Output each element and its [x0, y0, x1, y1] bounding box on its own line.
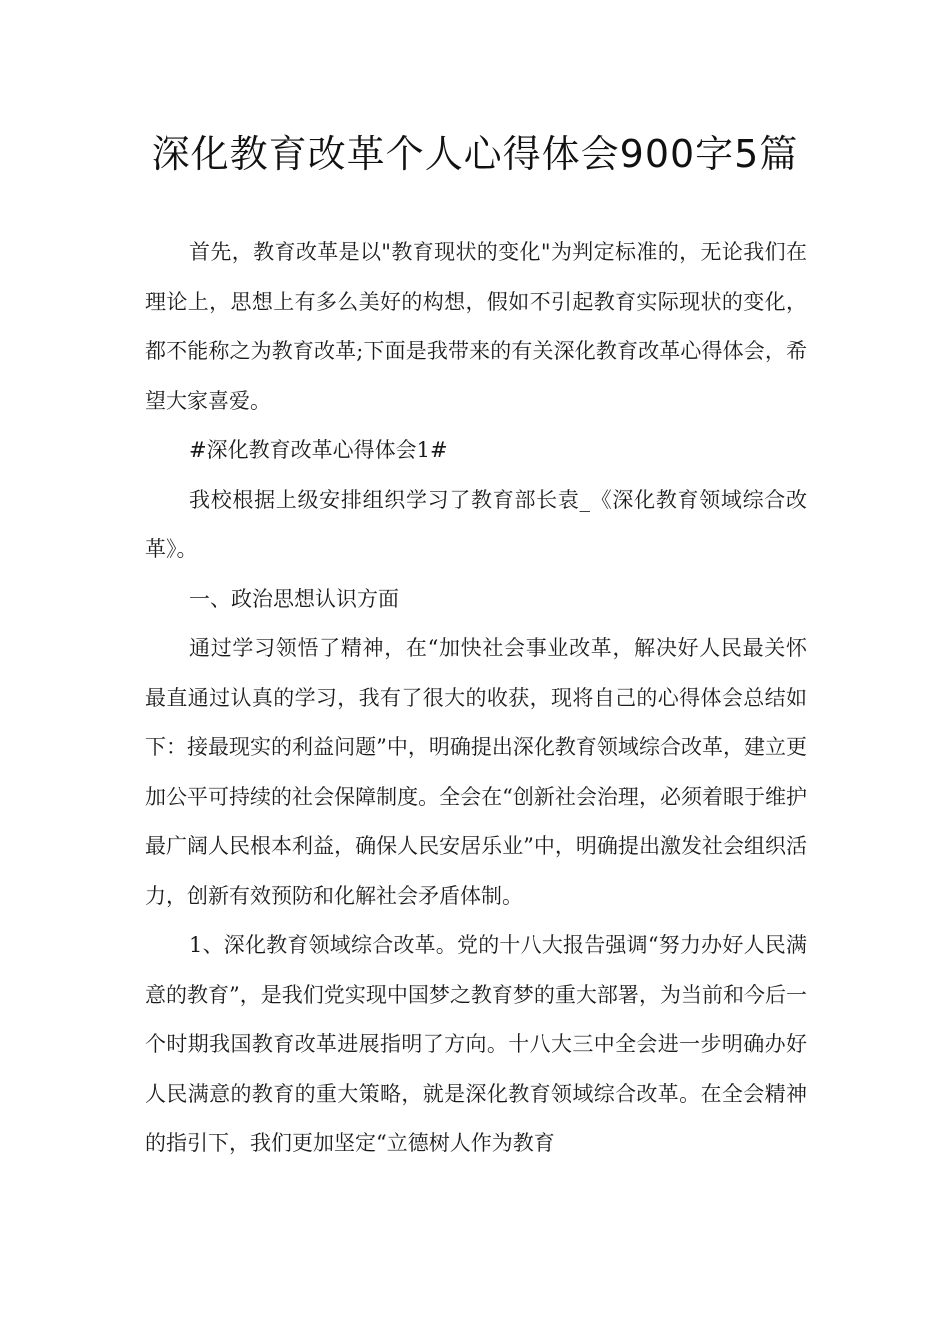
- paragraph-section-heading: #深化教育改革心得体会1#: [189, 438, 448, 462]
- paragraph-intro: 首先，教育改革是以"教育现状的变化"为判定标准的，无论我们在理论上，思想上有多么美好的构想，假如不引起教育实际现状的变化，都不能称之为教育改革;下面是我带来的有关深化教育改革心得体会，希望大家喜爱。: [145, 240, 807, 413]
- document-body: [145, 228, 807, 1169]
- paragraph-subheading-political: 一、政治思想认识方面: [189, 586, 399, 611]
- paragraph-spirit: 通过学习领悟了精神，在“加快社会事业改革，解决好人民最关怀最直通过认真的学习，我有了很大的收获，现将自己的心得体会总结如下：接最现实的利益问题”中，明确提出深化教育领域综合改革，建立更加公平可持续的社会保障制度。全会在“创新社会治理，必须着眼于维护最广阔人民根本利益，确保人民安居乐业”中，明确提出激发社会组织活力，创新有效预防和化解社会矛盾体制。: [145, 636, 807, 908]
- paragraph-school-study: 我校根据上级安排组织学习了教育部长袁_《深化教育领域综合改革》。: [145, 487, 807, 561]
- paragraph-reform-point-1: 1、深化教育领域综合改革。党的十八大报告强调“努力办好人民满意的教育”，是我们党实现中国梦之教育梦的重大部署，为当前和今后一个时期我国教育改革进展指明了方向。十八大三中全会进一步明确办好人民满意的教育的重大策略，就是深化教育领域综合改革。在全会精神的指引下，我们更加坚定“立德树人作为教育: [145, 933, 807, 1155]
- document-title: 深化教育改革个人心得体会900字5篇: [151, 132, 799, 176]
